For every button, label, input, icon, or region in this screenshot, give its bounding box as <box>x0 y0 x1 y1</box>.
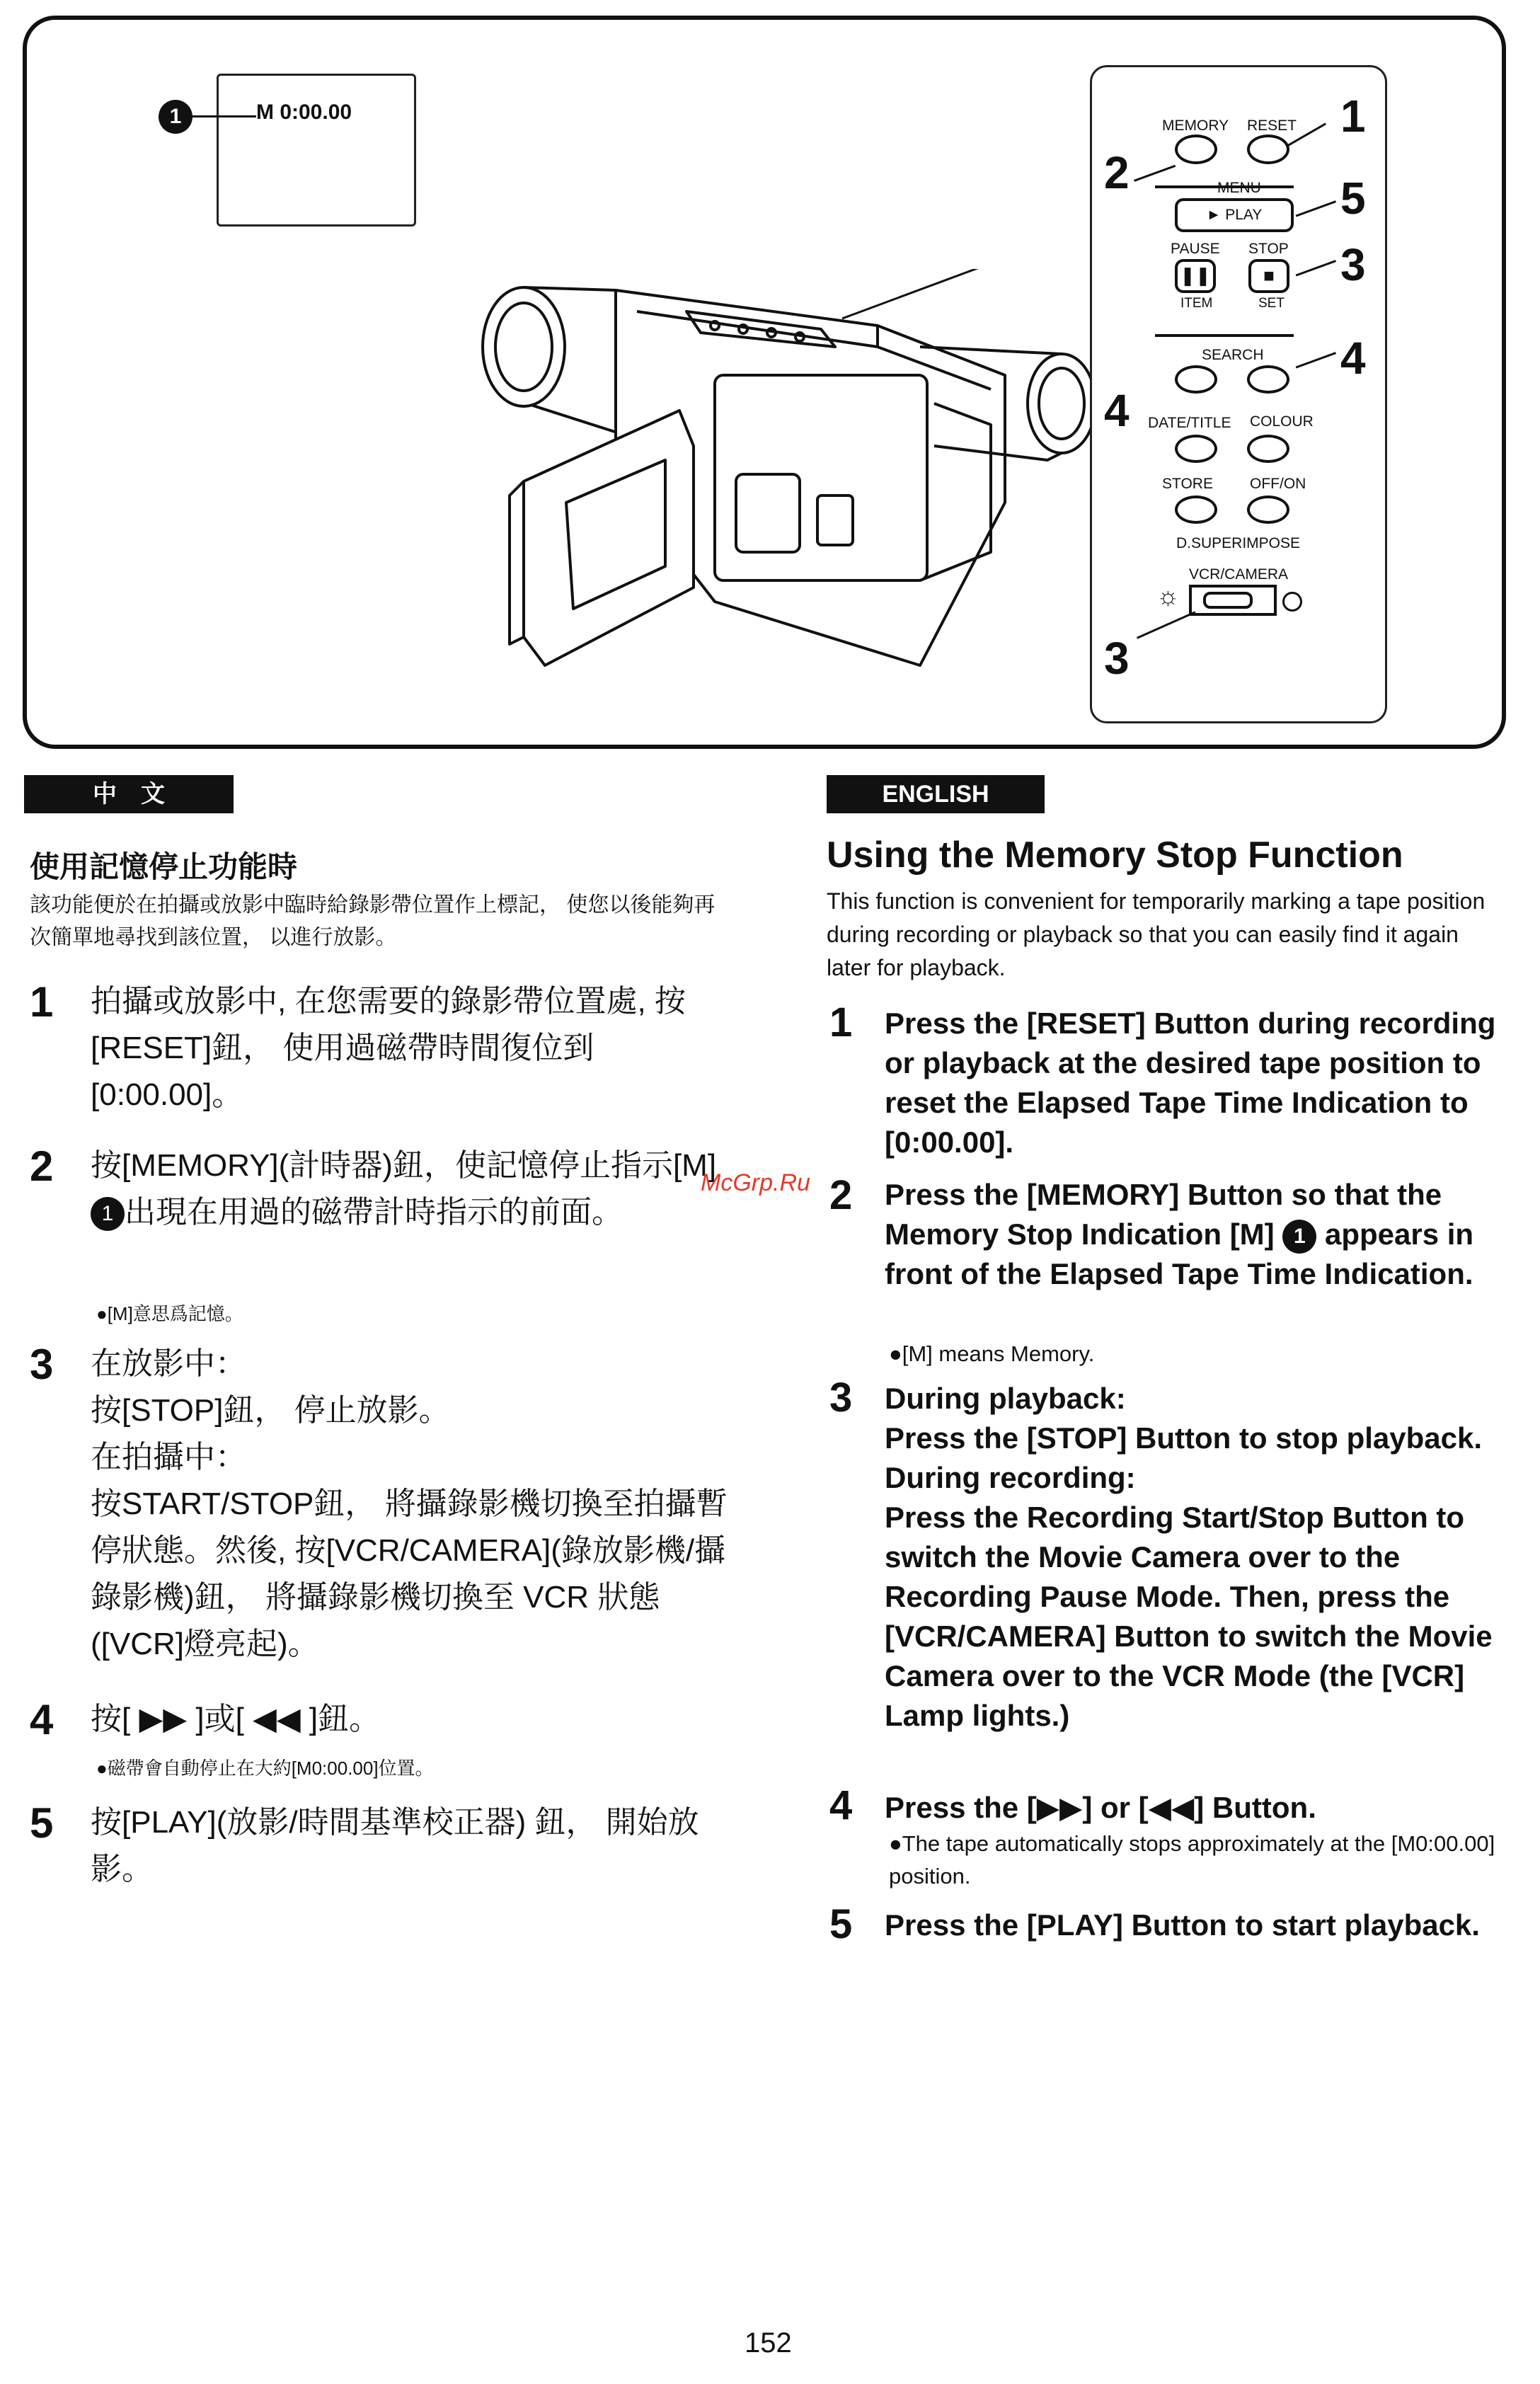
watermark: McGrp.Ru <box>701 1169 810 1196</box>
callout-marker-1: 1 <box>159 100 192 134</box>
viewfinder-screen <box>217 74 416 227</box>
chinese-header: 中 文 <box>24 775 234 813</box>
en-section-title: Using the Memory Stop Function <box>827 835 1403 876</box>
store-label: STORE <box>1162 476 1213 492</box>
en-step-1-text: Press the [RESET] Button during recording or playback at the desired tape position to reset the Elapsed Tape Time Indication to [0:00.00]. <box>885 1007 1496 1159</box>
d-superimpose-label: D.SUPERIMPOSE <box>1176 535 1301 551</box>
zh-section-title: 使用記憶停止功能時 <box>30 850 298 883</box>
pause-label: PAUSE <box>1171 241 1220 257</box>
en-step-2-text-b: appears in front of the Elapsed Tape Time Indication. <box>885 1217 1474 1290</box>
en-step-2-note: ●[M] means Memory. <box>889 1341 1095 1366</box>
vcr-lamp <box>1282 592 1302 612</box>
en-step-5-text: Press the [PLAY] Button to start playback. <box>885 1908 1480 1942</box>
colour-label: COLOUR <box>1250 413 1314 430</box>
en-step-5-number: 5 <box>829 1901 853 1947</box>
item-label: ITEM <box>1180 296 1213 311</box>
date-title-label: DATE/TITLE <box>1148 415 1231 431</box>
zh-step-2-text-b: 出現在用過的磁帶計時指示的前面。 <box>125 1195 623 1230</box>
zh-step-2-text <box>91 1142 728 1236</box>
play-button[interactable]: ► PLAY <box>1175 198 1294 232</box>
camcorder-illustration <box>382 269 1097 708</box>
store-button[interactable] <box>1175 495 1217 524</box>
zh-intro: 該功能便於在拍攝或放影中臨時給錄影帶位置作上標記， 使您以後能夠再次簡單地尋找到該位置， 以進行放影。 <box>30 893 716 949</box>
control-panel <box>1090 65 1387 723</box>
callout-leader <box>192 115 256 118</box>
zh-step-1-text: 拍攝或放影中, 在您需要的錄影帶位置處, 按[RESET]鈕， 使用過磁帶時間復位到[0:00.00]。 <box>91 984 686 1112</box>
colour-button[interactable] <box>1247 435 1289 463</box>
zh-memory-marker: 1 <box>91 1197 125 1231</box>
zh-step-5-number: 5 <box>30 1799 54 1847</box>
zh-step-3-text: 在放影中： 按[STOP]鈕， 停止放影。 在拍攝中： 按START/STOP鈕， 將攝錄影機切換至拍攝暫停狀態。然後, 按[VCR/CAMERA](錄放影機/攝錄影機)鈕， 將攝錄影機切換至 VCR 狀態([VCR]燈亮起)。 <box>91 1346 728 1661</box>
en-step-4-text: Press the [▶▶] or [◀◀] Button. <box>885 1791 1316 1824</box>
en-step-1-number: 1 <box>829 999 853 1045</box>
zh-step-2-text-a: 按[MEMORY](計時器)鈕，使記憶停止指示[M] <box>91 1148 717 1183</box>
zh-step-4-note: ●磁帶會自動停止在大約[M0:00.00]位置。 <box>96 1758 434 1779</box>
en-step-3-number: 3 <box>829 1375 853 1421</box>
en-memory-marker: 1 <box>1282 1220 1316 1254</box>
panel-step-2: 2 <box>1104 147 1130 198</box>
en-step-2-text-a: Press the [MEMORY] Button so that the Memory Stop Indication [M] <box>885 1178 1442 1251</box>
vcr-camera-knob[interactable] <box>1203 592 1253 609</box>
panel-step-5: 5 <box>1340 173 1366 224</box>
panel-step-1: 1 <box>1340 91 1366 142</box>
search-bracket <box>1155 334 1294 337</box>
panel-step-4-right: 4 <box>1340 333 1366 384</box>
vcr-camera-label: VCR/CAMERA <box>1189 566 1289 583</box>
memory-label: MEMORY <box>1162 118 1229 134</box>
search-minus-button[interactable] <box>1175 365 1217 394</box>
menu-label <box>1217 180 1261 197</box>
zh-step-5-text: 按[PLAY](放影/時間基準校正器) 鈕， 開始放影。 <box>91 1805 699 1886</box>
en-step-3-text: During playback: Press the [STOP] Button to stop playback. During recording: Press the Recording Start/Stop Button to switch the Movie Camera over to the Recording Pause Mode. Then, press the [VCR/CAMERA] Button to switch the Movie Camera over to the VCR Mode (the [VCR] Lamp lights.) <box>885 1382 1493 1732</box>
off-on-label: OFF/ON <box>1250 476 1306 492</box>
search-plus-button[interactable] <box>1247 365 1289 394</box>
search-label: SEARCH <box>1197 347 1268 364</box>
en-step-4-number: 4 <box>829 1782 853 1828</box>
zh-step-2-note: ●[M]意思爲記憶。 <box>96 1303 243 1324</box>
stop-button[interactable]: ■ <box>1248 259 1289 293</box>
off-on-button[interactable] <box>1247 495 1289 524</box>
panel-step-3-top: 3 <box>1340 239 1366 290</box>
english-header: ENGLISH <box>827 775 1045 813</box>
set-label: SET <box>1258 296 1285 311</box>
zh-step-1-number: 1 <box>30 978 54 1026</box>
menu-bracket <box>1155 185 1294 188</box>
stop-label: STOP <box>1248 241 1289 257</box>
en-step-2-number: 2 <box>829 1172 853 1218</box>
zh-step-4-number: 4 <box>30 1696 54 1743</box>
lamp-icon: ☼ <box>1156 581 1180 610</box>
page-number: 152 <box>745 2327 792 2359</box>
zh-step-4-text: 按[ ▶▶ ]或[ ◀◀ ]鈕。 <box>91 1702 381 1736</box>
date-title-button[interactable] <box>1175 435 1217 463</box>
pause-button[interactable]: ❚❚ <box>1175 259 1216 293</box>
elapsed-time-display: M 0:00.00 <box>256 101 352 124</box>
memory-button[interactable] <box>1175 134 1217 164</box>
panel-step-4-left: 4 <box>1104 385 1130 436</box>
en-step-2-text <box>885 1175 1507 1294</box>
reset-button[interactable] <box>1247 134 1289 164</box>
en-intro: This function is convenient for temporarily marking a tape position during recording or playback so that you can easily find it again later for playback. <box>827 888 1486 980</box>
en-step-4-note: ●The tape automatically stops approximately at the [M0:00.00] position. <box>889 1831 1495 1889</box>
zh-step-2-number: 2 <box>30 1142 54 1190</box>
panel-step-3-bottom: 3 <box>1104 633 1130 684</box>
reset-label: RESET <box>1247 118 1297 134</box>
zh-step-3-number: 3 <box>30 1341 54 1388</box>
